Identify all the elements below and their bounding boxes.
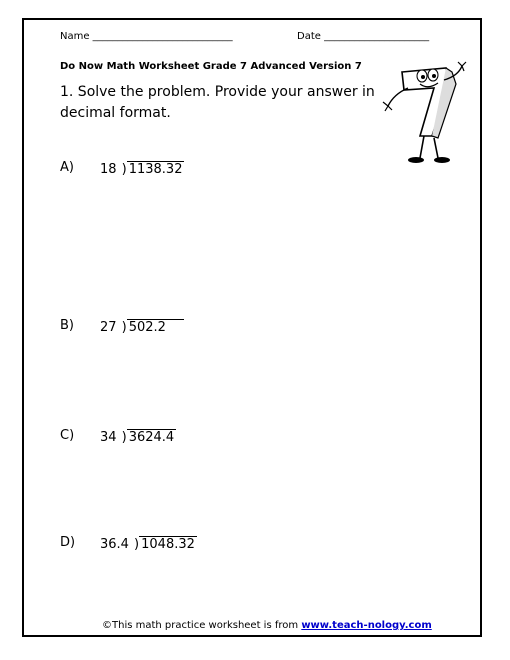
problem-b-division xyxy=(100,316,184,335)
worksheet-title: Do Now Math Worksheet Grade 7 Advanced Version 7 xyxy=(60,61,362,72)
problem-c-dividend: 3624.4 xyxy=(128,430,175,445)
problem-d-dividend: 1048.32 xyxy=(141,537,195,552)
problem-c-letter: C) xyxy=(60,428,75,443)
division-bracket-icon: ) xyxy=(121,320,127,335)
problem-a-divisor: 18 xyxy=(100,162,117,177)
problem-c-divisor: 34 xyxy=(100,430,117,445)
problem-a-division xyxy=(100,158,184,177)
problem-b-letter: B) xyxy=(60,318,74,333)
problem-a-letter: A) xyxy=(60,160,74,175)
problem-c-division xyxy=(100,426,176,445)
question-text: 1. Solve the problem. Provide your answer in decimal format. xyxy=(60,84,375,121)
problem-d-divisor: 36.4 xyxy=(100,537,129,552)
problem-d-letter: D) xyxy=(60,535,76,550)
footer-link[interactable]: www.teach-nology.com xyxy=(301,620,432,631)
footer-text: ©This math practice worksheet is from xyxy=(102,620,299,631)
division-bracket-icon: ) xyxy=(121,430,127,445)
division-bracket-icon: ) xyxy=(121,162,127,177)
problem-d-division xyxy=(100,533,197,552)
problem-a-dividend: 1138.32 xyxy=(128,162,183,177)
division-bracket-icon: ) xyxy=(134,537,140,552)
problem-b-dividend: 502.2 xyxy=(127,319,184,335)
name-field-label: Name ____________________________ xyxy=(60,31,233,42)
number-seven-mascot-icon xyxy=(380,58,468,170)
date-field-label: Date _____________________ xyxy=(297,31,430,42)
problem-b-divisor: 27 xyxy=(100,320,117,335)
footer xyxy=(102,620,432,631)
